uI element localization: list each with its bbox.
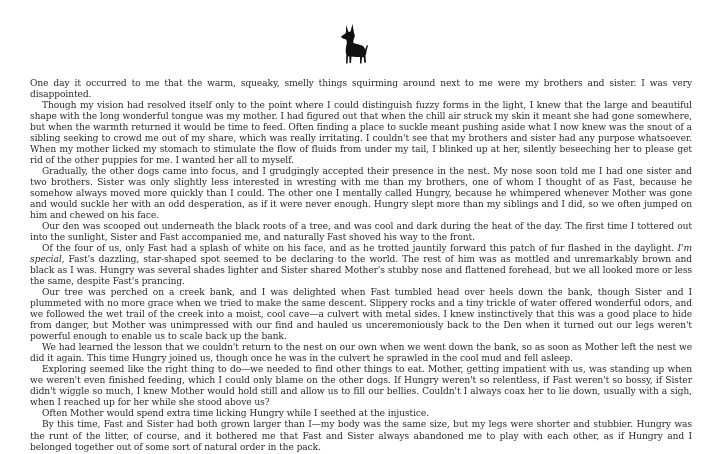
paragraph-text: Of the four of us, only Fast had a splash of white on his face, and as he trotted jauntily forward this patch of fur flashed in the daylight. — [42, 244, 678, 255]
paragraph: Exploring seemed like the right thing to do—we needed to find other things to eat. Mother, getting impatient with us, was standing up when we weren't even finished feeding, which I could only blame on the other dogs. If Hungry weren't so relentless, if Fast weren't so bossy, if Sister didn't wiggle so much, I knew Mother would hold still and allow us to fill our bellies. Couldn't I always coax her to lie down, usually with a sigh, when I reached up for her while she stood above us? — [30, 365, 692, 409]
paragraph: We had learned the lesson that we couldn't return to the nest on our own when we went down the bank, so as soon as Mother left the nest we did it again. This time Hungry joined us, though once he was in the culvert he sprawled in the cool mud and fell asleep. — [30, 343, 692, 365]
paragraph: Gradually, the other dogs came into focus, and I grudgingly accepted their presence in the nest. My nose soon told me I had one sister and two brothers. Sister was only slightly less interested in wresting with me than my brothers, one of whom I thought of as Fast, because he somehow always moved more quickly than I could. The other one I mentally called Hungry, because he whimpered whenever Mother was gone and would suckle her with an odd desperation, as if it were never enough. Hungry slept more than my siblings and I did, so we often jumped on him and chewed on his face. — [30, 167, 692, 222]
paragraph: Often Mother would spend extra time licking Hungry while I seethed at the injustice. — [42, 409, 430, 420]
dog-silhouette-icon — [334, 22, 370, 66]
paragraph-text: Fast's dazzling, star-shaped spot seemed to be declaring to the world. The rest of him was as mottled and unremarkably brown and black as I was. Hungry was several shades lighter and Sister shared Mother's stubby nose and flattened forehead, but we all looked more or less the same, despite Fast's prancing. — [30, 255, 692, 288]
paragraph: One day it occurred to me that the warm, squeaky, smelly things squirming around next to me were my brothers and sister. I was very disappointed. — [30, 79, 692, 101]
paragraph: Though my vision had resolved itself only to the point where I could distinguish fuzzy forms in the light, I knew that the large and beautiful shape with the long wonderful tongue was my mother. I had figured out that when the chill air struck my skin it meant she had gone somewhere, but when the warmth returned it would be time to feed. Often finding a place to suckle meant pushing aside what I now knew was the snout of a sibling seeking to crowd me out of my share, which was really irritating. I couldn't see that my brothers and sister had any purpose whatsoever. When my mother licked my stomach to stimulate the flow of fluids from under my tail, I blinked up at her, silently beseeching her to please get rid of the other puppies for me. I wanted her all to myself. — [30, 101, 692, 167]
paragraph — [30, 244, 692, 288]
story-text — [30, 79, 692, 454]
paragraph: By this time, Fast and Sister had both grown larger than I—my body was the same size, but my legs were shorter and stubbier. Hungry was the runt of the litter, of course, and it bothered me that Fast and Sister always abandoned me to play with each other, as if Hungry and I belonged together out of some sort of natural order in the pack. — [30, 420, 692, 453]
paragraph: Our tree was perched on a creek bank, and I was delighted when Fast tumbled head over heels down the bank, though Sister and I plummeted with no more grace when we tried to make the same descent. Slippery rocks and a tiny trickle of water offered wonderful odors, and we followed the wet trail of the creek into a moist, cool cave—a culvert with metal sides. I knew instinctively that this was a good place to hide from danger, but Mother was unimpressed with our find and hauled us unceremoniously back to the Den when it turned out our legs weren't powerful enough to enable us to scale back up the bank. — [30, 288, 692, 343]
emphasis-text: I'm special, — [30, 244, 692, 266]
paragraph: Our den was scooped out underneath the black roots of a tree, and was cool and dark during the heat of the day. The first time I tottered out into the sunlight, Sister and Fast accompanied me, and naturally Fast shoved his way to the front. — [30, 222, 692, 244]
